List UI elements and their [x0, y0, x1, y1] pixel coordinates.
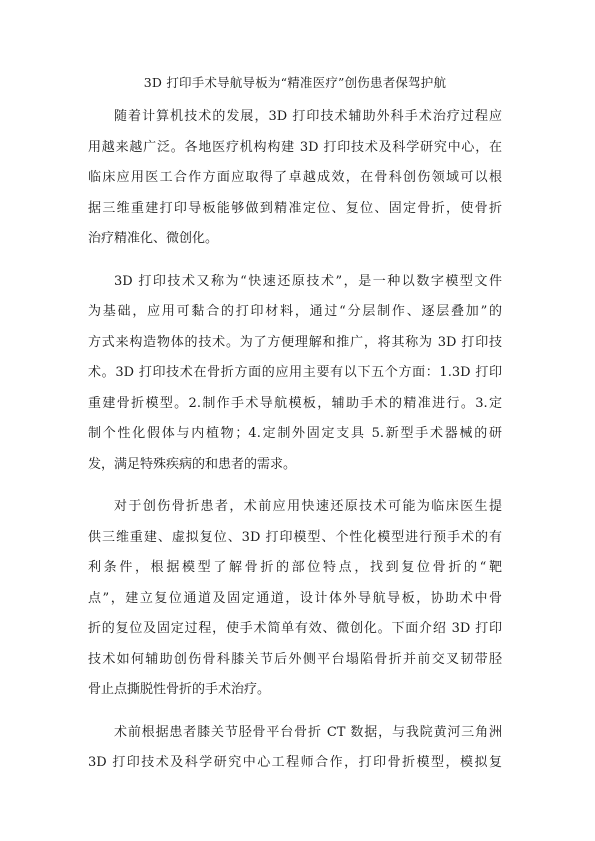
- paragraph-line: 制个性化假体与内植物；4.定制外固定支具 5.新型手术器械的研: [88, 426, 502, 441]
- paragraph-2: [88, 267, 502, 481]
- document-title: 3D 打印手术导航导板为“精准医疗”创伤患者保驾护航: [143, 75, 447, 90]
- paragraph-line: 临床应用医工合作方面应取得了卓越成效，在骨科创伤领域可以根: [88, 170, 502, 185]
- paragraph-line: 折的复位及固定过程，使手术简单有效、微创化。下面介绍 3D 打印: [88, 621, 502, 636]
- paragraph-line: 3D 打印技术及科学研究中心工程师合作，打印骨折模型，模拟复: [88, 755, 502, 770]
- paragraph-1: [88, 102, 502, 255]
- paragraph-line: 对于创伤骨折患者，术前应用快速还原技术可能为临床医生提: [114, 499, 502, 514]
- document-body: [88, 74, 502, 791]
- paragraph-4: [88, 718, 502, 779]
- paragraph-line: 发，满足特殊疾病的和患者的需求。: [88, 456, 297, 472]
- paragraph-line: 用越来越广泛。各地医疗机构构建 3D 打印技术及科学研究中心，在: [88, 139, 502, 155]
- paragraph-line: 方式来构造物体的技术。为了方便理解和推广，将其称为 3D 打印技: [88, 334, 502, 350]
- paragraph-line: 术。3D 打印技术在骨折方面的应用主要有以下五个方面：1.3D 打印: [88, 365, 502, 380]
- paragraph-line: 点”，建立复位通道及固定通道，设计体外导航导板，协助术中骨: [88, 590, 502, 606]
- paragraph-line: 为基础，应用可黏合的打印材料，通过“分层制作、逐层叠加”的: [88, 304, 502, 319]
- paragraph-line: 随着计算机技术的发展，3D 打印技术辅助外科手术治疗过程应: [114, 109, 502, 124]
- paragraph-line: 供三维重建、虚拟复位、3D 打印模型、个性化模型进行预手术的有: [88, 529, 502, 545]
- paragraph-line: 术前根据患者膝关节胫骨平台骨折 CT 数据，与我院黄河三角洲: [114, 724, 502, 740]
- paragraph-line: 据三维重建打印导板能够做到精准定位、复位、固定骨折，使骨折: [88, 200, 502, 216]
- paragraph-line: 利条件，根据模型了解骨折的部位特点，找到复位骨折的“靶: [88, 560, 502, 575]
- paragraph-line: 骨止点撕脱性骨折的手术治疗。: [88, 682, 271, 697]
- paragraph-line: 3D 打印技术又称为“快速还原技术”，是一种以数字模型文件: [114, 273, 502, 289]
- paragraph-line: 重建骨折模型。2.制作手术导航模板，辅助手术的精准进行。3.定: [88, 395, 502, 411]
- paragraph-3: [88, 492, 502, 706]
- paragraph-line: 技术如何辅助创伤骨科膝关节后外侧平台塌陷骨折并前交叉韧带胫: [88, 651, 502, 667]
- paragraph-line: 治疗精准化、微创化。: [88, 231, 219, 246]
